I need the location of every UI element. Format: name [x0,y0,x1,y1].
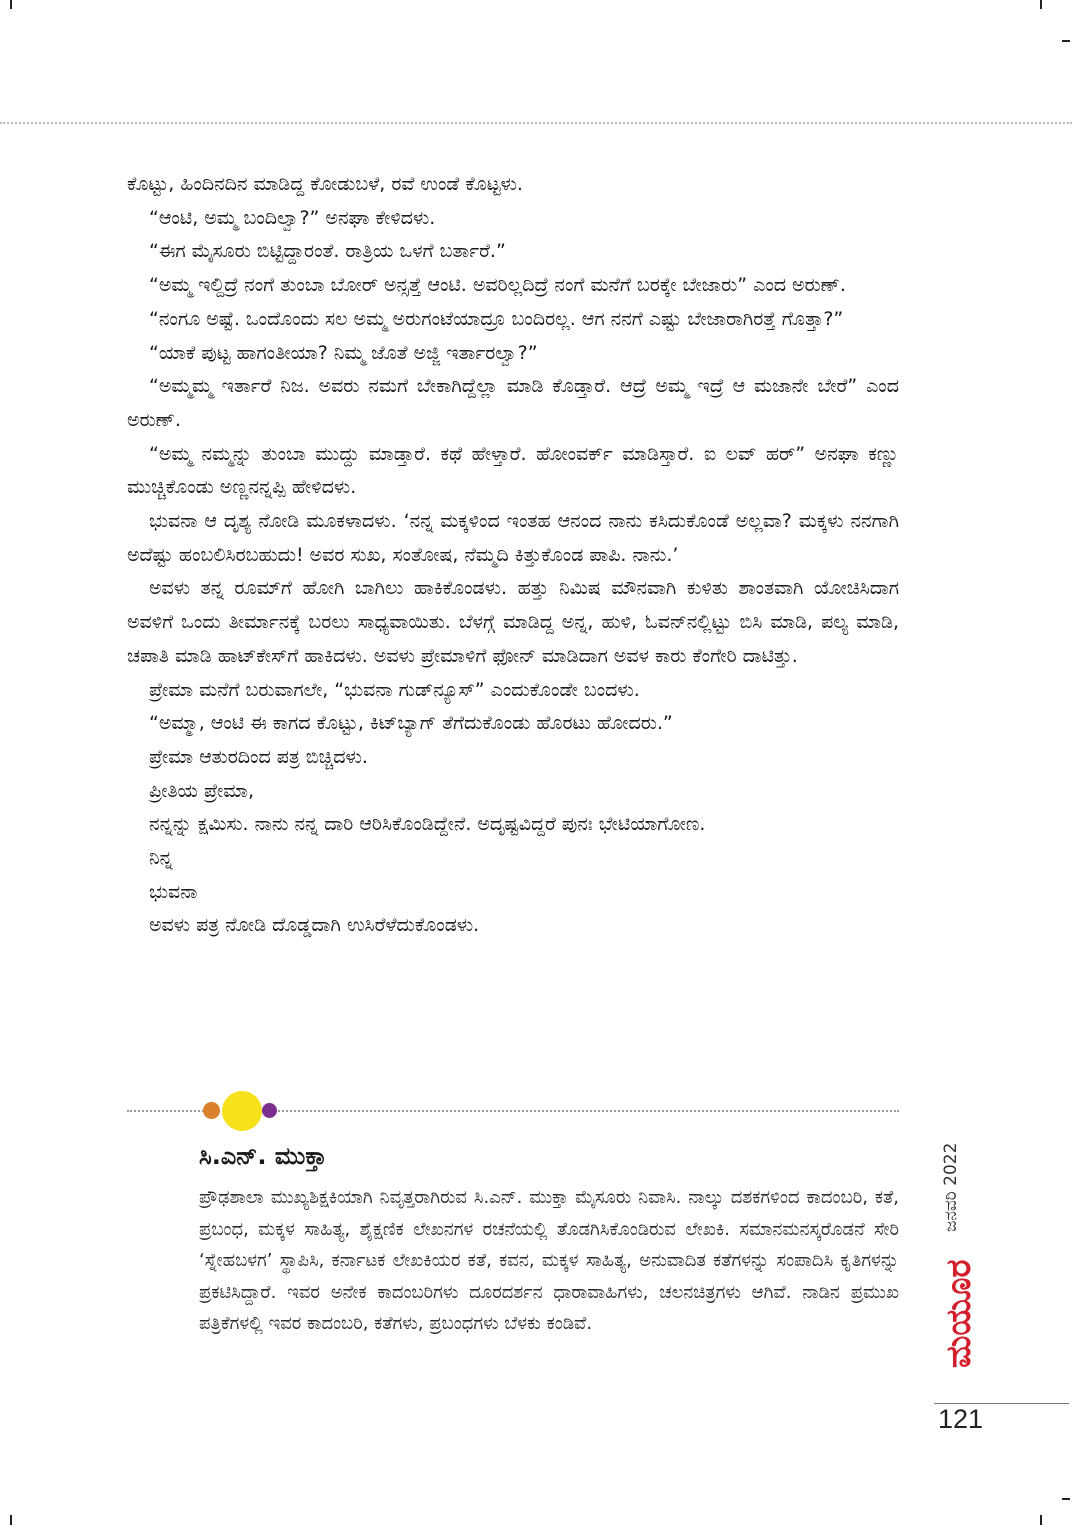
decor-dot-yellow [222,1091,262,1131]
crop-mark-top-left [10,0,12,9]
story-paragraph: “ಅಮ್ಮಮ್ಮ ಇರ್ತಾರೆ ನಿಜ. ಅವರು ನಮಗೆ ಬೇಕಾಗಿದ್ದೆಲ್ಲಾ ಮಾಡಿ ಕೊಡ್ತಾರೆ. ಆದ್ರೆ ಅಮ್ಮ ಇದ್ರೆ ಆ ಮಜಾನೇ ಬೇರೆ” ಎಂದ ಅರುಣ್. [127,375,899,431]
story-paragraph: “ಈಗ ಮೈಸೂರು ಬಿಟ್ಟಿದ್ದಾರಂತೆ. ರಾತ್ರಿಯ ಒಳಗೆ ಬರ್ತಾರೆ.” [149,240,506,263]
decor-dot-orange [203,1102,220,1119]
story-paragraph: ಭುವನಾ ಆ ದೃಶ್ಯ ನೋಡಿ ಮೂಕಳಾದಳು. ‘ನನ್ನ ಮಕ್ಕಳಿಂದ ಇಂತಹ ಆನಂದ ನಾನು ಕಸಿದುಕೊಂಡೆ ಅಲ್ಲವಾ? ಮಕ್ಕಳು ನನಗಾಗಿ ಅದೆಷ್ಟು ಹಂಬಲಿಸಿರಬಹುದು! ಅವರ ಸುಖ, ಸಂತೋಷ, ನೆಮ್ಮದಿ ಕಿತ್ತುಕೊಂಡ ಪಾಪಿ. ನಾನು.’ [127,510,899,566]
story-paragraph: “ನಂಗೂ ಅಷ್ಟೆ. ಒಂದೊಂದು ಸಲ ಅಮ್ಮ ಅರುಗಂಟೆಯಾದ್ರೂ ಬಂದಿರಲ್ಲ. ಆಗ ನನಗೆ ಎಷ್ಟು ಬೇಜಾರಾಗಿರತ್ತೆ ಗೊತ್ತಾ?” [149,307,844,330]
story-paragraph: ಅವಳು ಪತ್ರ ನೋಡಿ ದೊಡ್ಡದಾಗಿ ಉಸಿರೆಳೆದುಕೊಂಡಳು. [149,914,480,937]
letter-signature: ಭುವನಾ [149,880,198,903]
letter-salutation: ಪ್ರೀತಿಯ ಪ್ರೇಮಾ, [149,779,255,802]
decor-dot-purple [262,1103,277,1118]
crop-mark-bottom-right [1040,1515,1042,1525]
story-paragraph: “ಅಮ್ಮಾ, ಆಂಟಿ ಈ ಕಾಗದ ಕೊಟ್ಟು, ಕಿಟ್‌ಬ್ಯಾಗ್ ತೆಗೆದುಕೊಂಡು ಹೊರಟು ಹೋದರು.” [149,712,673,735]
crop-mark-bottom-left [10,1515,12,1525]
story-paragraph: “ಅಮ್ಮ ಇಲ್ದಿದ್ರೆ ನಂಗೆ ತುಂಬಾ ಬೋರ್ ಅನ್ಸತ್ತೆ ಆಂಟಿ. ಅವರಿಲ್ಲದಿದ್ರೆ ನಂಗೆ ಮನೆಗೆ ಬರಕ್ಕೇ ಬೇಜಾರು” ಎಂದ ಅರುಣ್. [149,274,846,297]
story-paragraph: “ಅಮ್ಮ ನಮ್ಮನ್ನು ತುಂಬಾ ಮುದ್ದು ಮಾಡ್ತಾರೆ. ಕಥೆ ಹೇಳ್ತಾರೆ. ಹೋಂವರ್ಕ್ ಮಾಡಿಸ್ತಾರೆ. ಐ ಲವ್ ಹರ್” ಅನಘಾ ಕಣ್ಣು ಮುಚ್ಚಿಕೊಂಡು ಅಣ್ಣನನ್ನಪ್ಪಿ ಹೇಳಿದಳು. [127,442,899,499]
crop-mark-top-right [1040,0,1042,9]
story-paragraph: ಪ್ರೇಮಾ ಮನೆಗೆ ಬರುವಾಗಲೇ, “ಭುವನಾ ಗುಡ್‌ನ್ಯೂಸ್” ಎಂದುಕೊಂಡೇ ಬಂದಳು. [149,678,640,701]
author-bio: ಪ್ರೌಢಶಾಲಾ ಮುಖ್ಯಶಿಕ್ಷಕಿಯಾಗಿ ನಿವೃತ್ತರಾಗಿರುವ ಸಿ.ಎನ್. ಮುಕ್ತಾ ಮೈಸೂರು ನಿವಾಸಿ. ನಾಲ್ಕು ದಶಕಗಳಿಂದ ಕಾದಂಬರಿ, ಕತೆ, ಪ್ರಬಂಧ, ಮಕ್ಕಳ ಸಾಹಿತ್ಯ, ಶೈಕ್ಷಣಿಕ ಲೇಖನಗಳ ರಚನೆಯಲ್ಲಿ ತೊಡಗಿಸಿಕೊಂಡಿರುವ ಲೇಖಕಿ. ಸಮಾನಮನಸ್ಕರೊಡನೆ ಸೇರಿ ‘ಸ್ನೇಹಬಳಗ’ ಸ್ಥಾಪಿಸಿ, ಕರ್ನಾಟಕ ಲೇಖಕಿಯರ ಕತೆ, ಕವನ, ಮಕ್ಕಳ ಸಾಹಿತ್ಯ, ಅನುವಾದಿತ ಕತೆಗಳನ್ನು ಸಂಪಾದಿಸಿ ಕೃತಿಗಳನ್ನು ಪ್ರಕಟಿಸಿದ್ದಾರೆ. ಇವರ ಅನೇಕ ಕಾದಂಬರಿಗಳು ದೂರದರ್ಶನ ಧಾರಾವಾಹಿಗಳು, ಚಲನಚಿತ್ರಗಳು ಆಗಿವೆ. ನಾಡಿನ ಪ್ರಮುಖ ಪತ್ರಿಕೆಗಳಲ್ಲಿ ಇವರ ಕಾದಂಬರಿ, ಕತೆಗಳು, ಪ್ರಬಂಧಗಳು ಬೆಳಕು ಕಂಡಿವೆ. [199,1187,899,1334]
crop-mark-right-lower [1062,1498,1070,1500]
story-paragraph: ಕೊಟ್ಟು, ಹಿಂದಿನದಿನ ಮಾಡಿದ್ದ ಕೋಡುಬಳೆ, ರವೆ ಉಂಡೆ ಕೊಟ್ಟಳು. [127,173,523,195]
story-paragraph: “ಆಂಟಿ, ಅಮ್ಮ ಬಂದಿಲ್ವಾ?” ಅನಘಾ ಕೇಳಿದಳು. [149,206,436,229]
story-body [127,168,899,943]
story-paragraph: ಪ್ರೇಮಾ ಆತುರದಿಂದ ಪತ್ರ ಬಿಚ್ಚಿದಳು. [149,745,368,768]
story-paragraph: ಅವಳು ತನ್ನ ರೂಮ್‌ಗೆ ಹೋಗಿ ಬಾಗಿಲು ಹಾಕಿಕೊಂಡಳು. ಹತ್ತು ನಿಮಿಷ ಮೌನವಾಗಿ ಕುಳಿತು ಶಾಂತವಾಗಿ ಯೋಚಿಸಿದಾಗ ಅವಳಿಗೆ ಒಂದು ತೀರ್ಮಾನಕ್ಕೆ ಬರಲು ಸಾಧ್ಯವಾಯಿತು. ಬೆಳಗ್ಗೆ ಮಾಡಿದ್ದ ಅನ್ನ, ಹುಳಿ, ಓವನ್‌ನಲ್ಲಿಟ್ಟು ಬಿಸಿ ಮಾಡಿ, ಪಲ್ಯ ಮಾಡಿ, ಚಪಾತಿ ಮಾಡಿ ಹಾಟ್‌ಕೇಸ್‌ಗೆ ಹಾಕಿದಳು. ಅವಳು ಪ್ರೇಮಾಳಿಗೆ ಫೋನ್ ಮಾಡಿದಾಗ ಅವಳ ಕಾರು ಕೆಂಗೇರಿ ದಾಟಿತ್ತು. [127,577,899,667]
magazine-name: ಮಯೂರ [939,1259,979,1368]
letter-closing: ನಿನ್ನ [149,847,173,870]
issue-date: ಜನವರಿ 2022 [941,1142,961,1232]
author-name: ಸಿ.ಎನ್. ಮುಕ್ತಾ [199,1142,327,1170]
letter-body: ನನ್ನನ್ನು ಕ್ಷಮಿಸು. ನಾನು ನನ್ನ ದಾರಿ ಆರಿಸಿಕೊಂಡಿದ್ದೇನೆ. ಅದೃಷ್ಟವಿದ್ದರೆ ಪುನಃ ಭೇಟಿಯಾಗೋಣ. [149,813,706,836]
page-number: 121 [938,1404,984,1434]
crop-mark-right-upper [1062,40,1070,42]
story-paragraph: “ಯಾಕೆ ಪುಟ್ಟ ಹಾಗಂತೀಯಾ? ನಿಮ್ಮ ಜೊತೆ ಅಜ್ಜಿ ಇರ್ತಾರಲ್ವಾ?” [149,341,538,364]
header-dotted-rule [0,122,1072,124]
